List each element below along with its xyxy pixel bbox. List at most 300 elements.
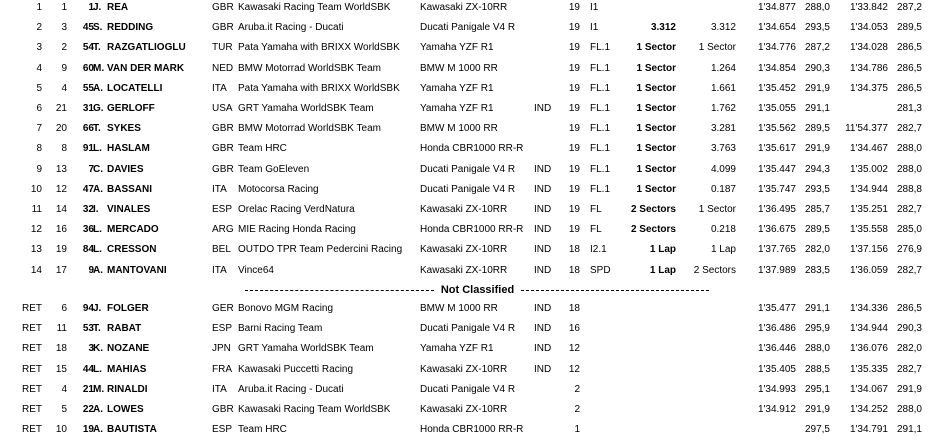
cell-num-pos: 12 [55, 183, 67, 195]
cell-sector: I2.1 [590, 244, 607, 256]
cell-pos: 1 [36, 2, 42, 13]
cell-gap-prev: 3.281 [710, 123, 736, 135]
cell-gap-prev: 3.763 [710, 143, 736, 155]
cell-num: 53 [82, 323, 94, 335]
cell-bike: BMW M 1000 RR [420, 303, 498, 314]
table-row [0, 0, 938, 18]
cell-top: 288,8 [896, 183, 922, 195]
cell-nat: GBR [212, 22, 234, 34]
cell-nat: ESP [212, 323, 233, 335]
table-row [0, 299, 938, 319]
cell-laps: 12 [568, 363, 580, 375]
cell-best: 1'36.495 [757, 204, 796, 215]
cell-gap-prev: 1 Lap [710, 244, 736, 256]
cell-num: 36 [82, 224, 94, 236]
cell-pos: 11 [31, 204, 42, 215]
cell-ind: IND [534, 343, 552, 355]
cell-bike: Yamaha YZF R1 [420, 82, 494, 94]
cell-gap-lead: 3.312 [650, 22, 676, 34]
cell-first: S. [93, 22, 103, 34]
cell-lap2: 11'54.377 [845, 123, 888, 135]
cell-best: 1'34.776 [757, 42, 796, 54]
cell-num-pos: 10 [55, 424, 67, 436]
cell-laps: 2 [574, 404, 580, 415]
table-row [0, 160, 938, 180]
cell-num-pos: 9 [61, 62, 67, 74]
cell-first: T. [93, 123, 101, 135]
cell-sector: FL.1 [590, 82, 611, 94]
cell-sector: FL.1 [590, 143, 611, 155]
cell-top: 282,7 [896, 204, 922, 215]
table-row [0, 319, 938, 339]
cell-pos: 3 [36, 42, 42, 54]
cell-pos: 4 [36, 62, 42, 74]
cell-top: 286,5 [896, 82, 922, 94]
cell-gap-lead: 1 Sector [636, 163, 676, 175]
cell-top: 282,7 [896, 123, 922, 135]
table-row [0, 38, 938, 58]
cell-best: 1'36.486 [757, 323, 796, 335]
cell-spd: 285,7 [804, 204, 830, 215]
cell-last: MANTOVANI [107, 264, 167, 276]
cell-bike: Honda CBR1000 RR-R [420, 224, 524, 236]
cell-num: 3 [88, 343, 94, 355]
cell-team: OUTDO TPR Team Pedercini Racing [238, 244, 403, 256]
cell-best: 1'35.562 [757, 123, 796, 135]
table-row [0, 339, 938, 359]
cell-gap-prev: 1.264 [710, 62, 736, 74]
cell-pos: 12 [30, 224, 42, 236]
cell-team: Motocorsa Racing [238, 183, 319, 195]
cell-lap2: 1'33.842 [849, 2, 888, 13]
cell-spd: 297,5 [804, 424, 830, 436]
cell-bike: Yamaha YZF R1 [420, 103, 494, 114]
table-row [0, 99, 938, 119]
cell-lap2: 1'35.558 [849, 224, 888, 236]
cell-num-pos: 21 [55, 103, 67, 114]
cell-last: REA [107, 2, 129, 13]
cell-lap2: 1'35.002 [849, 163, 888, 175]
cell-gap-prev: 1.762 [710, 103, 736, 114]
cell-sector: I1 [590, 22, 599, 34]
cell-pos: RET [22, 424, 42, 436]
cell-top: 281,3 [896, 103, 922, 114]
cell-last: DAVIES [107, 163, 144, 175]
cell-num-pos: 15 [55, 363, 67, 375]
cell-laps: 19 [568, 22, 580, 34]
cell-nat: FRA [212, 363, 232, 375]
cell-laps: 19 [568, 224, 580, 236]
cell-best: 1'35.477 [757, 303, 796, 314]
cell-last: LOCATELLI [107, 82, 163, 94]
cell-bike: Yamaha YZF R1 [420, 343, 494, 355]
cell-lap2: 1'34.067 [849, 383, 888, 395]
cell-spd: 291,1 [804, 103, 830, 114]
cell-best: 1'36.675 [757, 224, 796, 236]
cell-pos: RET [22, 303, 42, 314]
cell-pos: RET [22, 343, 42, 355]
cell-last: RAZGATLIOGLU [107, 42, 186, 54]
cell-best: 1'35.452 [757, 82, 796, 94]
cell-nat: BEL [212, 244, 231, 256]
cell-lap2: 1'34.053 [849, 22, 888, 34]
cell-first: C. [93, 163, 103, 175]
cell-gap-lead: 1 Sector [636, 42, 676, 54]
cell-best: 1'34.993 [757, 383, 796, 395]
table-row [0, 18, 938, 38]
cell-laps: 18 [568, 303, 580, 314]
not-classified-separator [245, 280, 709, 300]
cell-bike: Kawasaki ZX-10RR [420, 2, 508, 13]
cell-lap2: 1'34.252 [849, 404, 888, 415]
cell-bike: Kawasaki ZX-10RR [420, 404, 508, 415]
cell-gap-lead: 1 Sector [636, 183, 676, 195]
cell-lap2: 1'37.156 [849, 244, 888, 256]
cell-laps: 19 [568, 204, 580, 215]
table-row [0, 59, 938, 79]
cell-team: Pata Yamaha with BRIXX WorldSBK [238, 82, 400, 94]
cell-top: 286,5 [896, 62, 922, 74]
cell-nat: GER [212, 303, 234, 314]
cell-first: A. [93, 82, 103, 94]
cell-first: T. [93, 323, 101, 335]
cell-first: M. [93, 62, 105, 74]
cell-sector: I1 [590, 2, 599, 13]
cell-num-pos: 8 [61, 143, 67, 155]
cell-first: I. [93, 204, 99, 215]
cell-bike: Ducati Panigale V4 R [420, 22, 516, 34]
table-row [0, 180, 938, 200]
cell-ind: IND [534, 303, 552, 314]
cell-top: 289,5 [896, 22, 922, 34]
cell-lap2: 1'36.076 [849, 343, 888, 355]
cell-best: 1'36.446 [757, 343, 796, 355]
cell-num: 66 [82, 123, 94, 135]
cell-sector: FL [590, 204, 602, 215]
cell-spd: 293,5 [804, 183, 830, 195]
cell-sector: FL.1 [590, 62, 611, 74]
cell-num: 19 [82, 424, 94, 436]
cell-first: K. [93, 343, 103, 355]
cell-sector: FL.1 [590, 123, 611, 135]
cell-num: 55 [82, 82, 94, 94]
cell-ind: IND [534, 224, 552, 236]
cell-team: Team GoEleven [238, 163, 310, 175]
cell-bike: Ducati Panigale V4 R [420, 323, 516, 335]
cell-num-pos: 11 [56, 323, 67, 335]
cell-team: Kawasaki Racing Team WorldSBK [238, 404, 391, 415]
cell-num: 1 [88, 2, 94, 13]
cell-num-pos: 17 [55, 264, 67, 276]
table-row [0, 79, 938, 99]
table-row [0, 420, 938, 440]
cell-top: 291,1 [896, 424, 922, 436]
cell-laps: 19 [568, 2, 580, 13]
cell-top: 286,5 [896, 303, 922, 314]
cell-top: 288,0 [896, 143, 922, 155]
cell-laps: 19 [568, 82, 580, 94]
cell-gap-lead: 1 Lap [649, 264, 676, 276]
cell-bike: Kawasaki ZX-10RR [420, 363, 508, 375]
cell-num: 31 [82, 103, 94, 114]
cell-pos: 6 [36, 103, 42, 114]
cell-top: 282,7 [896, 264, 922, 276]
cell-bike: BMW M 1000 RR [420, 62, 498, 74]
cell-ind: IND [534, 264, 552, 276]
cell-nat: GBR [212, 143, 234, 155]
cell-first: L. [93, 224, 102, 236]
cell-best: 1'37.989 [757, 264, 796, 276]
cell-num: 45 [82, 22, 94, 34]
cell-bike: Ducati Panigale V4 R [420, 383, 516, 395]
cell-first: L. [93, 363, 102, 375]
cell-pos: 5 [36, 82, 42, 94]
cell-team: BMW Motorrad WorldSBK Team [238, 62, 382, 74]
cell-sector: FL.1 [590, 103, 611, 114]
cell-num: 44 [82, 363, 94, 375]
cell-last: HASLAM [107, 143, 150, 155]
cell-num: 84 [82, 244, 94, 256]
cell-gap-lead: 1 Sector [636, 143, 676, 155]
cell-spd: 291,9 [804, 404, 830, 415]
cell-nat: ARG [212, 224, 234, 236]
cell-num: 9 [88, 264, 94, 276]
cell-laps: 16 [568, 323, 580, 335]
cell-gap-prev: 3.312 [710, 22, 736, 34]
cell-laps: 1 [574, 424, 580, 436]
cell-nat: ESP [212, 424, 233, 436]
cell-last: VINALES [107, 204, 151, 215]
cell-team: Pata Yamaha with BRIXX WorldSBK [238, 42, 400, 54]
cell-gap-prev: 1 Sector [698, 42, 736, 54]
cell-best: 1'34.854 [757, 62, 796, 74]
cell-bike: Kawasaki ZX-10RR [420, 244, 508, 256]
cell-num: 21 [82, 383, 94, 395]
cell-nat: ITA [212, 264, 227, 276]
cell-pos: 2 [36, 22, 42, 34]
cell-last: BASSANI [107, 183, 153, 195]
cell-num-pos: 4 [61, 383, 67, 395]
cell-nat: GBR [212, 404, 234, 415]
cell-last: CRESSON [107, 244, 157, 256]
cell-last: RINALDI [107, 383, 148, 395]
cell-pos: RET [22, 363, 42, 375]
cell-spd: 291,9 [804, 82, 830, 94]
cell-nat: USA [212, 103, 233, 114]
cell-spd: 288,0 [804, 343, 830, 355]
cell-top: 288,0 [896, 404, 922, 415]
cell-lap2: 1'34.375 [849, 82, 888, 94]
cell-gap-prev: 1 Sector [698, 204, 736, 215]
cell-num: 7 [88, 163, 94, 175]
cell-nat: ITA [212, 82, 227, 94]
cell-nat: JPN [212, 343, 231, 355]
cell-team: Team HRC [238, 424, 287, 436]
cell-sector: FL [590, 224, 602, 236]
table-row [0, 200, 938, 220]
cell-lap2: 1'34.467 [849, 143, 888, 155]
cell-first: J. [93, 303, 102, 314]
cell-nat: ITA [212, 183, 227, 195]
cell-best: 1'34.877 [757, 2, 796, 13]
cell-top: 276,9 [896, 244, 922, 256]
separator-dash-left [245, 290, 434, 291]
cell-best: 1'35.747 [757, 183, 796, 195]
cell-team: Team HRC [238, 143, 287, 155]
cell-first: T. [93, 42, 101, 54]
cell-top: 285,0 [896, 224, 922, 236]
cell-num: 54 [82, 42, 94, 54]
cell-last: SYKES [107, 123, 141, 135]
cell-best: 1'35.055 [757, 103, 796, 114]
cell-best: 1'35.617 [757, 143, 796, 155]
cell-bike: Honda CBR1000 RR-R [420, 143, 524, 155]
cell-num-pos: 19 [55, 244, 67, 256]
separator-label: Not Classified [434, 280, 521, 300]
cell-last: MAHIAS [107, 363, 147, 375]
cell-last: REDDING [107, 22, 154, 34]
cell-top: 288,0 [896, 163, 922, 175]
cell-laps: 19 [568, 103, 580, 114]
cell-team: Aruba.it Racing - Ducati [238, 383, 344, 395]
cell-num-pos: 20 [55, 123, 67, 135]
cell-first: A. [93, 424, 103, 436]
cell-num-pos: 16 [55, 224, 67, 236]
cell-num: 94 [82, 303, 94, 314]
cell-top: 291,9 [896, 383, 922, 395]
cell-first: M. [93, 383, 105, 395]
cell-pos: 8 [36, 143, 42, 155]
cell-nat: GBR [212, 2, 234, 13]
cell-last: RABAT [107, 323, 142, 335]
cell-bike: Yamaha YZF R1 [420, 42, 494, 54]
cell-gap-lead: 2 Sectors [630, 224, 676, 236]
cell-bike: Kawasaki ZX-10RR [420, 204, 508, 215]
cell-nat: GBR [212, 163, 234, 175]
cell-last: LOWES [107, 404, 144, 415]
cell-laps: 19 [568, 143, 580, 155]
cell-ind: IND [534, 363, 552, 375]
cell-first: A. [93, 404, 103, 415]
cell-nat: GBR [212, 123, 234, 135]
table-row [0, 380, 938, 400]
table-row [0, 360, 938, 380]
cell-lap2: 1'35.335 [849, 363, 888, 375]
cell-spd: 291,9 [804, 143, 830, 155]
cell-nat: TUR [212, 42, 233, 54]
cell-best: 1'35.405 [757, 363, 796, 375]
cell-team: BMW Motorrad WorldSBK Team [238, 123, 382, 135]
cell-spd: 288,5 [804, 363, 830, 375]
cell-spd: 290,3 [804, 62, 830, 74]
cell-num: 32 [82, 204, 94, 215]
cell-ind: IND [534, 323, 552, 335]
cell-pos: RET [22, 383, 42, 395]
cell-spd: 293,5 [804, 22, 830, 34]
cell-spd: 288,0 [804, 2, 830, 13]
cell-lap2: 1'36.059 [849, 264, 888, 276]
cell-team: Kawasaki Racing Team WorldSBK [238, 2, 391, 13]
cell-team: Orelac Racing VerdNatura [238, 204, 355, 215]
cell-lap2: 1'34.944 [849, 183, 888, 195]
cell-gap-lead: 2 Sectors [630, 204, 676, 215]
cell-laps: 19 [568, 163, 580, 175]
cell-num-pos: 5 [61, 404, 67, 415]
cell-last: NOZANE [107, 343, 150, 355]
cell-ind: IND [534, 103, 552, 114]
cell-spd: 295,9 [804, 323, 830, 335]
cell-pos: 10 [30, 183, 42, 195]
separator-dash-right [521, 290, 709, 291]
cell-team: Kawasaki Puccetti Racing [238, 363, 354, 375]
cell-top: 282,7 [896, 363, 922, 375]
cell-gap-prev: 0.187 [710, 183, 736, 195]
cell-pos: RET [22, 404, 42, 415]
cell-team: Barni Racing Team [238, 323, 323, 335]
cell-best: 1'34.654 [757, 22, 796, 34]
cell-num: 47 [82, 183, 94, 195]
cell-sector: FL.1 [590, 163, 611, 175]
cell-laps: 19 [568, 42, 580, 54]
cell-team: Vince64 [238, 264, 274, 276]
cell-lap2: 1'35.251 [849, 204, 888, 215]
cell-best: 1'35.447 [757, 163, 796, 175]
cell-laps: 18 [568, 264, 580, 276]
cell-num-pos: 6 [61, 303, 67, 314]
cell-gap-lead: 1 Sector [636, 103, 676, 114]
cell-last: VAN DER MARK [107, 62, 185, 74]
cell-num: 22 [82, 404, 94, 415]
table-row [0, 261, 938, 281]
cell-pos: 14 [30, 264, 42, 276]
cell-lap2: 1'34.336 [849, 303, 888, 314]
cell-laps: 19 [568, 123, 580, 135]
cell-lap2: 1'34.028 [849, 42, 888, 54]
cell-laps: 19 [568, 183, 580, 195]
cell-num-pos: 18 [55, 343, 67, 355]
cell-bike: BMW M 1000 RR [420, 123, 498, 135]
cell-lap2: 1'34.786 [849, 62, 888, 74]
cell-num-pos: 4 [61, 82, 67, 94]
cell-ind: IND [534, 163, 552, 175]
cell-best: 1'37.765 [757, 244, 796, 256]
cell-gap-prev: 4.099 [710, 163, 736, 175]
cell-pos: RET [22, 323, 42, 335]
cell-best: 1'34.912 [757, 404, 796, 415]
cell-sector: SPD [590, 264, 611, 276]
table-row [0, 220, 938, 240]
cell-spd: 287,2 [804, 42, 830, 54]
cell-num-pos: 13 [55, 163, 67, 175]
cell-top: 287,2 [896, 2, 922, 13]
cell-team: Aruba.it Racing - Ducati [238, 22, 344, 34]
cell-team: GRT Yamaha WorldSBK Team [238, 103, 374, 114]
cell-laps: 19 [568, 62, 580, 74]
table-row [0, 119, 938, 139]
cell-ind: IND [534, 183, 552, 195]
cell-nat: ESP [212, 204, 233, 215]
cell-sector: FL.1 [590, 42, 611, 54]
cell-spd: 289,5 [804, 123, 830, 135]
cell-last: BAUTISTA [107, 424, 157, 436]
cell-top: 290,3 [896, 323, 922, 335]
cell-gap-lead: 1 Sector [636, 62, 676, 74]
cell-spd: 289,5 [804, 224, 830, 236]
cell-num-pos: 1 [61, 2, 67, 13]
cell-bike: Honda CBR1000 RR-R [420, 424, 524, 436]
table-row [0, 400, 938, 420]
cell-first: G. [93, 103, 104, 114]
